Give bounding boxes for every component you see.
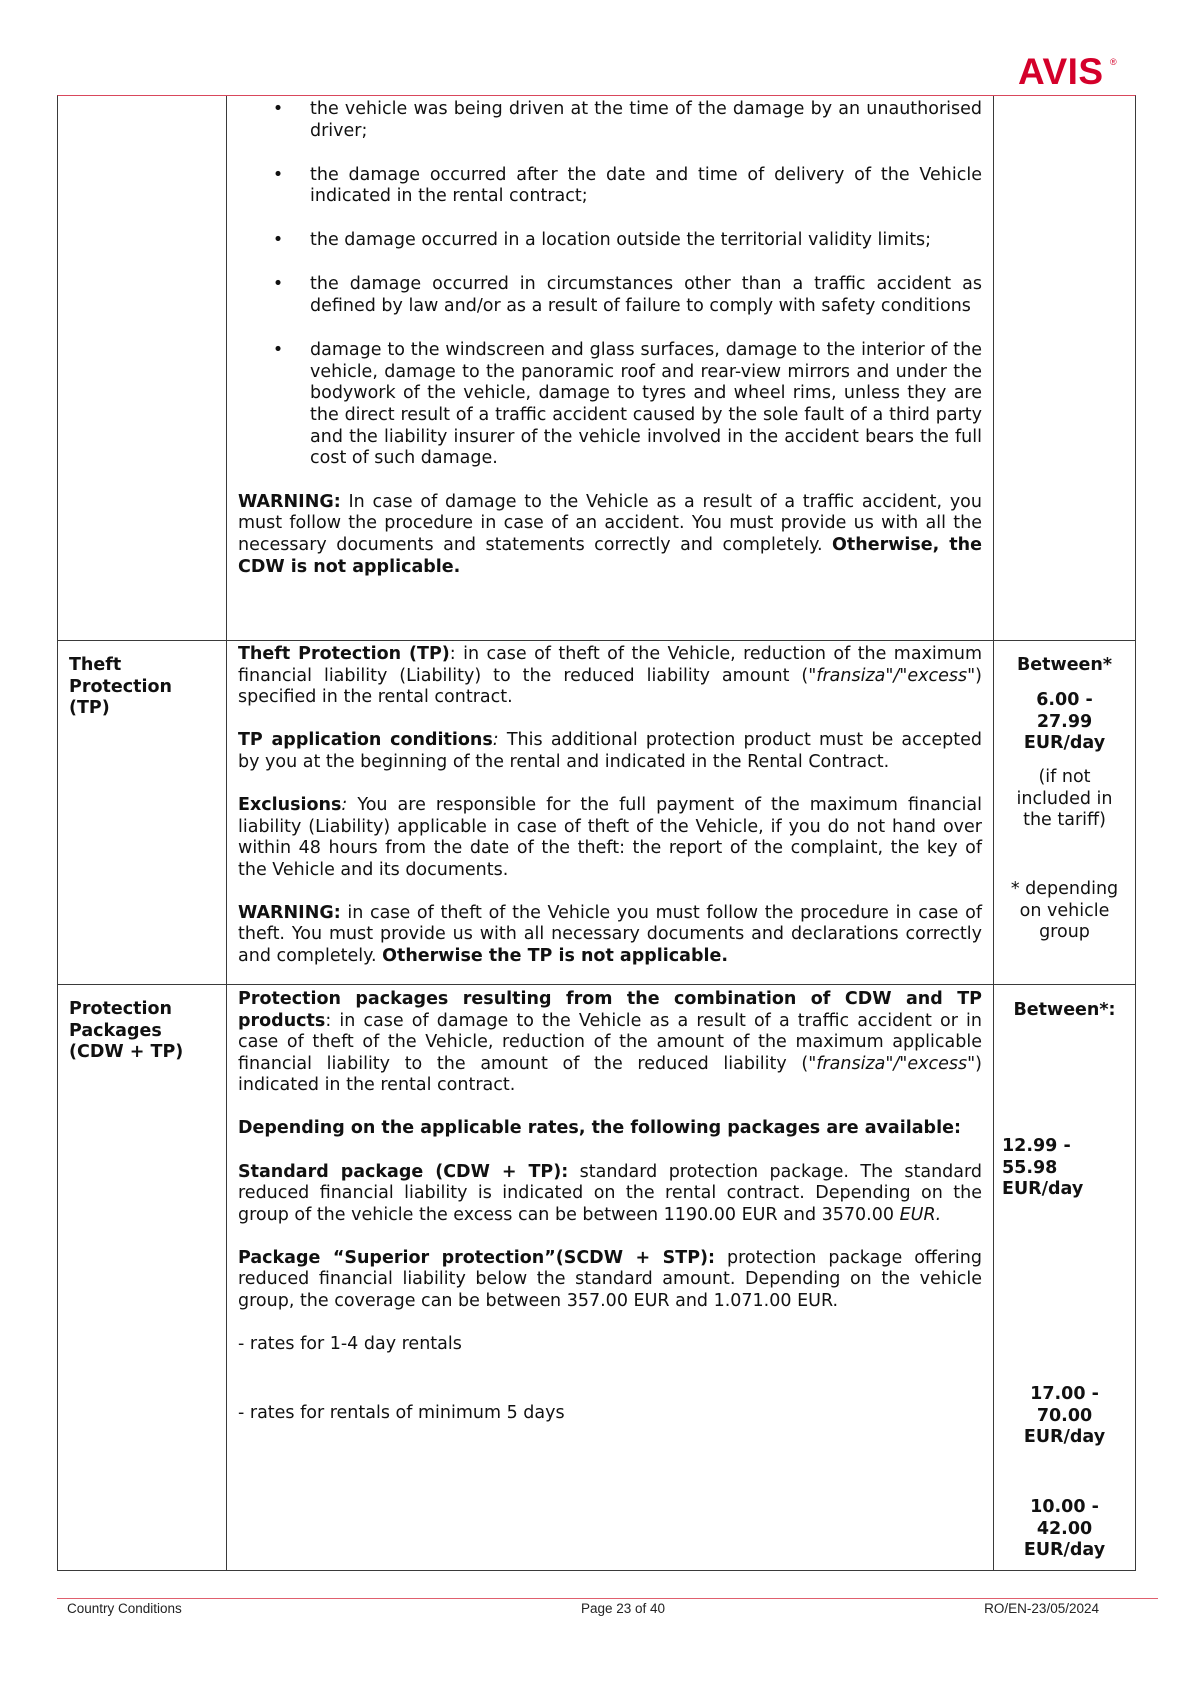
tp-price-cell <box>994 641 1135 984</box>
price-range-block <box>994 690 1135 755</box>
price-range: 6.00 - 27.99 EUR/day <box>1023 690 1106 754</box>
packages-description-cell <box>227 985 993 1569</box>
price-prefix: Between*: <box>1013 1000 1116 1020</box>
tp-definition-title: Theft Protection (TP) <box>238 644 450 664</box>
colon: : <box>341 794 348 815</box>
packages-definition-title: Protection packages resulting from the combination of CDW and TP products <box>238 989 982 1031</box>
tp-conditions-paragraph <box>238 730 982 773</box>
price-range: 17.00 - 70.00 EUR/day <box>1023 1384 1106 1448</box>
cdw-warning-paragraph <box>238 492 982 578</box>
tp-exclusions-title: Exclusions <box>238 794 342 815</box>
tp-description-cell <box>227 641 993 984</box>
tp-exclusions-text: You are responsible for the full payment of the maximum financial liability (Liability) applicable in case of theft of the Vehicle, if you do not hand over within 48 hours from the date of the theft: the report of the complaint, the key of the Vehicle and its documents. <box>238 794 982 880</box>
price-note-block <box>994 767 1135 832</box>
tp-exclusions-paragraph <box>238 795 982 881</box>
rates-long-rentals: - rates for rentals of minimum 5 days <box>238 1402 565 1423</box>
price-footnote-block <box>994 879 1135 944</box>
standard-package-text: standard protection package. The standard reduced financial liability is indicated on the rental contract. Depending on the group of the vehicle the excess can be between 1190.00 EUR and 3570.00 <box>238 1161 982 1225</box>
excess-term: fransiza"/"excess <box>816 1053 968 1074</box>
cdw-price-cell <box>994 96 1135 640</box>
cdw-label-cell <box>58 96 226 640</box>
price-range-block <box>994 1497 1135 1562</box>
price-range: 10.00 - 42.00 EUR/day <box>1023 1497 1106 1561</box>
warning-conclusion: Otherwise, the CDW is not applicable. <box>238 534 982 577</box>
warning-text: In case of damage to the Vehicle as a result of a traffic accident, you must follow the procedure in case of an accident. You must provide us with all the necessary documents and statements correctly and completely. <box>238 491 982 555</box>
list-item: • the damage occurred after the date and time of delivery of the Vehicle indicated in the rental contract; <box>238 165 982 208</box>
colon: : <box>492 730 499 751</box>
superior-package-text: protection package offering reduced financial liability below the standard amount. Depending on the vehicle group, the coverage can be between 357.00 EUR and 1.071.00 EUR. <box>238 1247 982 1312</box>
list-item: • the damage occurred in a location outside the territorial validity limits; <box>238 230 982 252</box>
packages-availability: Depending on the applicable rates, the following packages are available: <box>238 1118 961 1139</box>
tp-label-cell <box>58 641 226 984</box>
price-prefix: Between* <box>1016 655 1113 675</box>
price-note: (if not included in the tariff) <box>1016 767 1113 831</box>
rates-short-rentals: - rates for 1-4 day rentals <box>238 1334 462 1355</box>
cdw-description-cell <box>227 96 993 640</box>
tp-definition-text-end: ") specified in the rental contract. <box>238 665 982 708</box>
warning-label: WARNING: <box>238 902 341 923</box>
footer-page-number: Page 23 of 40 <box>580 1601 666 1616</box>
warning-label: WARNING: <box>238 491 341 512</box>
packages-definition-text-end: ") indicated in the rental contract. <box>238 1053 982 1096</box>
packages-definition-paragraph <box>238 989 982 1097</box>
conditions-table <box>57 95 1136 1571</box>
packages-definition-text: : in case of damage to the Vehicle as a result of a traffic accident or in case of theft of the Vehicle, reduction of the amount of the maximum applicable financial liability to the amount of the reduced liability (" <box>238 1010 982 1074</box>
tp-conditions-text: This additional protection product must be accepted by you at the beginning of the rental and indicated in the Rental Contract. <box>238 730 982 772</box>
avis-logo: AVIS <box>1018 51 1104 92</box>
footer-rule <box>57 1598 1158 1599</box>
price-range-block <box>994 1384 1135 1449</box>
footer-document-name: Country Conditions <box>67 1601 182 1616</box>
tp-definition-paragraph <box>238 644 982 709</box>
row-label: Protection Packages (CDW + TP) <box>69 999 184 1063</box>
superior-package-title: Package “Superior protection”(SCDW + STP): <box>238 1247 716 1268</box>
packages-price-cell <box>994 985 1135 1569</box>
packages-label-cell <box>58 985 226 1569</box>
warning-text: in case of theft of the Vehicle you must follow the procedure in case of theft. You must provide us with all necessary documents and declarations correctly and completely. <box>238 902 982 967</box>
list-item: • the damage occurred in circumstances other than a traffic accident as defined by law and/or as a result of failure to comply with safety conditions <box>238 274 982 317</box>
list-item: • damage to the windscreen and glass surfaces, damage to the interior of the vehicle, damage to the panoramic roof and rear-view mirrors and under the bodywork of the vehicle, damage to tyres and wheel rims, unless they are the direct result of a traffic accident caused by the sole fault of a third party and the liability insurer of the vehicle involved in the accident bears the full cost of such damage. <box>238 340 982 470</box>
warning-conclusion: Otherwise the TP is not applicable. <box>382 946 728 967</box>
standard-package-currency: EUR. <box>899 1204 942 1225</box>
cdw-exclusions-list <box>238 99 982 470</box>
price-range: 12.99 - 55.98 EUR/day <box>1002 1136 1084 1200</box>
tp-warning-paragraph <box>238 903 982 968</box>
tp-conditions-title: TP application conditions <box>238 730 493 751</box>
tp-definition-text: : in case of theft of the Vehicle, reduction of the maximum financial liability (Liability) to the reduced liability amount (" <box>238 644 982 686</box>
price-footnote: * depending on vehicle group <box>1010 879 1119 943</box>
excess-term: fransiza"/"excess <box>816 665 968 686</box>
standard-package-title: Standard package (CDW + TP): <box>238 1161 569 1182</box>
superior-package-paragraph <box>238 1248 982 1313</box>
row-label: Theft Protection (TP) <box>69 655 172 719</box>
registered-mark: ® <box>1110 57 1117 67</box>
standard-package-paragraph <box>238 1162 982 1227</box>
footer-reference: RO/EN-23/05/2024 <box>984 1601 1099 1616</box>
list-item: • the vehicle was being driven at the time of the damage by an unauthorised driver; <box>238 99 982 142</box>
